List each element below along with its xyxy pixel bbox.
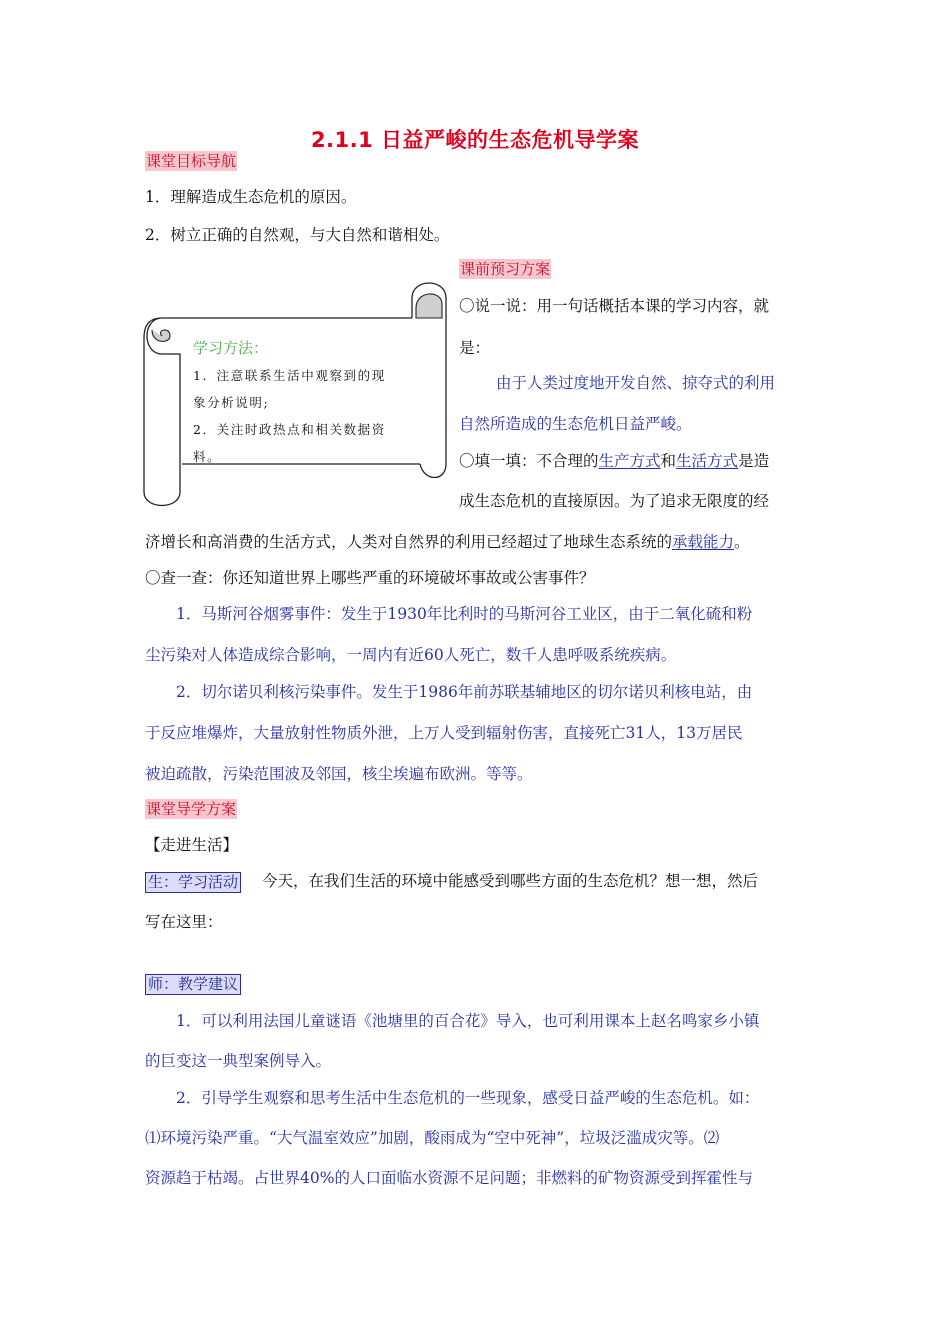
study-method-line-3: 2．关注时政热点和相关数据资 [193, 422, 386, 437]
check-question: 〇查一查：你还知道世界上哪些严重的环境破坏事故或公害事件？ [145, 569, 595, 587]
check-item-2-line-1: 2．切尔诺贝利核污染事件。发生于1986年前苏联基辅地区的切尔诺贝利核电站，由 [176, 683, 753, 701]
page-title: 2.1.1 日益严峻的生态危机导学案 [310, 128, 640, 152]
student-activity-text: 今天，在我们生活的环境中能感受到哪些方面的生态危机？想一想，然后 [262, 872, 759, 890]
check-item-2-line-2: 于反应堆爆炸，大量放射性物质外泄，上万人受到辐射伤害，直接死亡31人，13万居民 [145, 724, 743, 742]
say-answer-1: 由于人类过度地开发自然、掠夺式的利用 [496, 374, 776, 392]
student-activity-text-2: 写在这里： [145, 913, 223, 931]
advice-2-line-2: ⑴环境污染严重。“大气温室效应”加剧，酸雨成为“空中死神”，垃圾泛滥成灾等。⑵ [145, 1129, 720, 1147]
study-method-line-2: 象分析说明; [193, 395, 270, 410]
life-heading: 【走进生活】 [145, 836, 239, 854]
advice-1-line-1: 1．可以利用法国儿童谜语《池塘里的百合花》导入，也可利用课本上赵名鸣家乡小镇 [176, 1012, 760, 1030]
scroll-frame [140, 278, 450, 510]
study-method-title: 学习方法： [193, 339, 269, 357]
fill-suffix: 是造 [738, 452, 770, 470]
advice-2-line-3: 资源趋于枯竭。占世界40%的人口面临水资源不足问题；非燃料的矿物资源受到挥霍性与 [145, 1169, 753, 1187]
study-method-line-4: 料。 [193, 449, 222, 464]
advice-1-line-2: 的巨变这一典型案例导入。 [145, 1052, 332, 1070]
student-activity-label: 生：学习活动 [145, 872, 241, 893]
check-item-1-line-2: 尘污染对人体造成综合影响，一周内有近60人死亡，数千人患呼吸系统疾病。 [145, 646, 677, 664]
scroll-curl-left [152, 330, 170, 341]
fill-line-3-text: 济增长和高消费的生活方式，人类对自然界的利用已经超过了地球生态系统的 [145, 533, 673, 551]
say-line-1: 〇说一说：用一句话概括本课的学习内容，就 [459, 297, 770, 315]
fill-line-3-end: 。 [734, 533, 750, 551]
advice-2-line-1: 2．引导学生观察和思考生活中生态危机的一些现象，感受日益严峻的生态危机。如： [176, 1089, 760, 1107]
check-item-2-line-3: 被迫疏散，污染范围波及邻国，核尘埃遍布欧洲。等等。 [145, 765, 533, 783]
section-guide-heading: 课堂导学方案 [146, 800, 237, 818]
fill-blank-3: 承载能力 [672, 533, 735, 551]
study-method-line-1: 1．注意联系生活中观察到的现 [193, 368, 386, 383]
teacher-advice-label: 师：教学建议 [145, 974, 241, 995]
scroll-curl-right [416, 294, 442, 318]
section-preview-heading: 课前预习方案 [460, 260, 551, 278]
fill-blank-1: 生产方式 [598, 452, 661, 470]
say-answer-2: 自然所造成的生态危机日益严峻。 [459, 415, 692, 433]
fill-line-1 [459, 450, 769, 472]
check-item-1-line-1: 1．马斯河谷烟雾事件：发生于1930年比利时的马斯河谷工业区，由于二氧化硫和粉 [176, 605, 753, 623]
fill-prefix: 〇填一填：不合理的 [459, 452, 599, 470]
fill-blank-2: 生活方式 [676, 452, 739, 470]
fill-line-2: 成生态危机的直接原因。为了追求无限度的经 [459, 492, 770, 510]
goal-item-2: 2．树立正确的自然观，与大自然和谐相处。 [145, 226, 450, 244]
fill-line-3 [145, 531, 750, 553]
fill-mid: 和 [660, 452, 677, 470]
say-line-2: 是： [459, 339, 491, 357]
section-goals-heading: 课堂目标导航 [146, 152, 237, 170]
goal-item-1: 1．理解造成生态危机的原因。 [145, 188, 357, 206]
